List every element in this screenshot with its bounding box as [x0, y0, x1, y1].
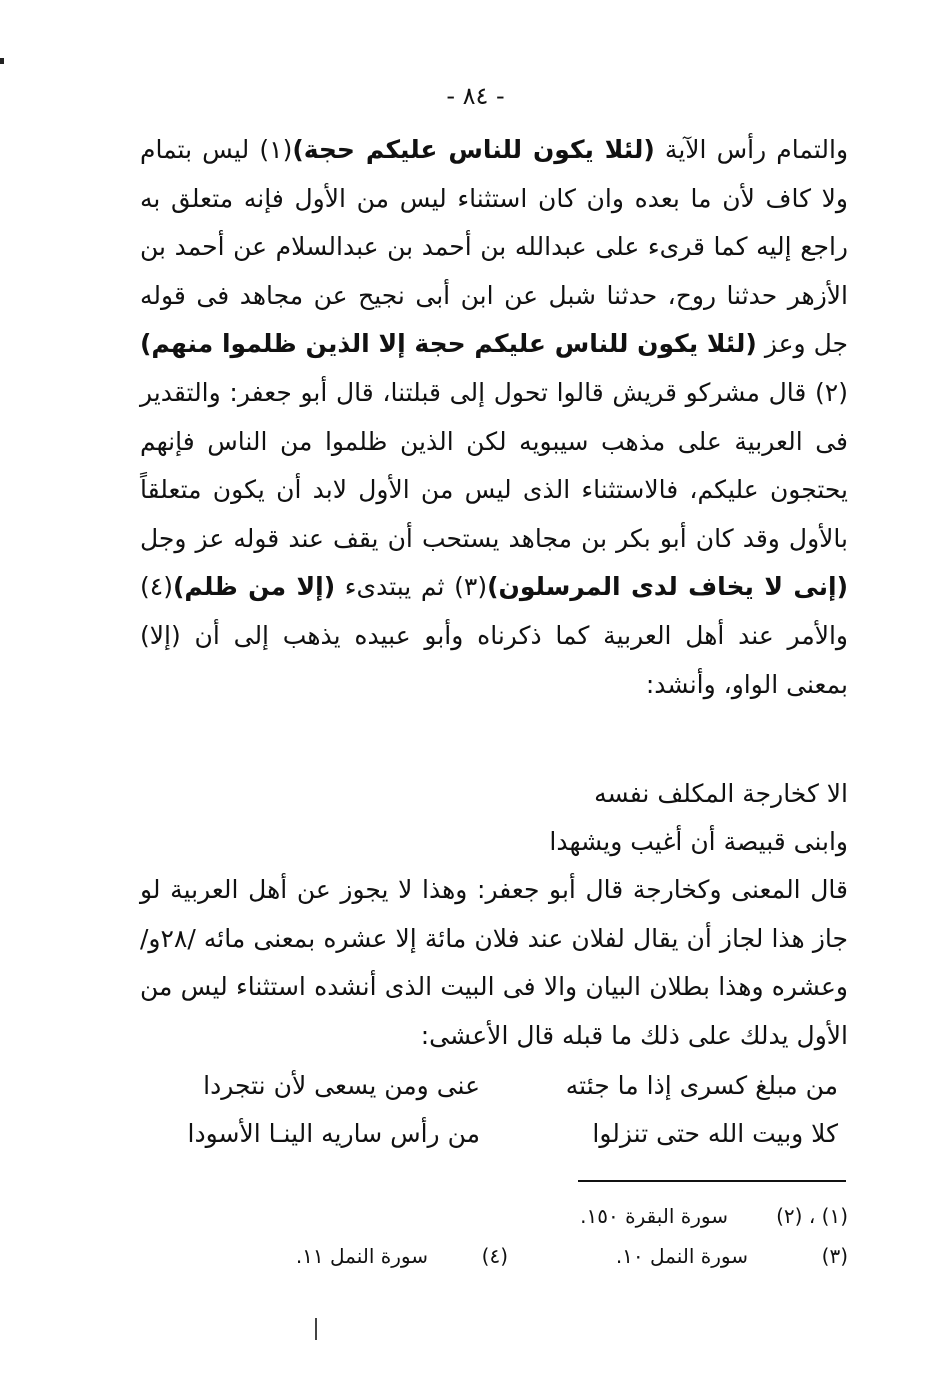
couplet — [140, 1110, 848, 1158]
poem-couplets — [140, 1062, 848, 1158]
couplet — [140, 1062, 848, 1110]
text-run: (٢) قال مشركو قريش قالوا تحول إلى قبلتنا، قال أبو جعفر: والتقدير فى العربية على مذهب سيبويه لكن الذين ظلموا من الناس فإنهم يحتجون عليكم، فالاستثناء الذى ليس من الأول لابد أن يكون متعلقاً بالأول وقد كان أبو بكر بن مجاهد يستحب أن يقف عند قوله عز وجل — [140, 377, 848, 553]
paragraph-1 — [140, 126, 848, 709]
page-number: - ٨٤ - — [446, 82, 505, 110]
quran-quote: (إلا من ظلم) — [172, 572, 336, 602]
footnote-line — [140, 1236, 848, 1276]
footnote-divider — [578, 1180, 846, 1182]
footnote-line — [140, 1196, 848, 1236]
footnote-ref: (٤) — [481, 1244, 508, 1268]
scan-mark — [0, 58, 4, 64]
quran-quote: (لئلا يكون للناس عليكم حجة إلا الذين ظلموا منهم) — [140, 329, 757, 359]
verse-line-2 — [140, 818, 951, 866]
footnote-text: سورة النمل ١٠. — [615, 1244, 748, 1268]
text-run: والتمام رأس الآية — [654, 135, 849, 164]
verse-text: وابنى قبيصة أن أغيب ويشهدا — [549, 827, 848, 856]
footnote-text: سورة البقرة ١٥٠. — [580, 1204, 728, 1228]
hemistich-left: من رأس ساريه الينـا الأسودا — [187, 1119, 480, 1148]
scan-mark — [315, 1318, 317, 1340]
text-run: (٣) ثم يبتدىء — [335, 572, 488, 602]
text-run: (٤) والأمر عند أهل العربية كما ذكرناه وأبو عبيده يذهب إلى أن (إلا) بمعنى الواو، وأنشد: — [140, 572, 848, 699]
hemistich-right: من مبلغ كسرى إذا ما جئته — [565, 1071, 838, 1100]
text-run: (١) ليس بتمام ولا كاف لأن ما بعده وان كان استثناء ليس من الأول فإنه متعلق به راجع إليه كما قرىء على عبدالله بن أحمد بن عبدالسلام عن أحمد بن الأزهر حدثنا روح، حدثنا شبل عن ابن أبى نجيح عن مجاهد فى قوله جل وعز — [140, 135, 848, 359]
footnote-text: سورة النمل ١١. — [295, 1244, 428, 1268]
hemistich-left: عنى ومن يسعى لأن نتجردا — [203, 1071, 480, 1100]
verse-line-1 — [140, 770, 908, 818]
quran-quote: (لئلا يكون للناس عليكم حجة) — [292, 135, 655, 164]
main-paragraph — [140, 126, 848, 709]
quran-quote: (إنى لا يخاف لدى المرسلون) — [487, 572, 848, 602]
verse-text: الا كخارجة المكلف نفسه — [594, 779, 848, 808]
footnote-ref: (٣) — [821, 1244, 848, 1268]
paragraph-2: قال المعنى وكخارجة قال أبو جعفر: وهذا لا يجوز عن أهل العربية لو جاز هذا لجاز أن يقال لفلان عند فلان مائة إلا عشره بمعنى مائه /٢٨و/ وعشره وهذا بطلان البيان والا فى البيت الذى أنشده استثناء ليس من الأول يدلك على ذلك ما قبله قال الأعشى: — [140, 875, 848, 1050]
footnote-ref: (١) ، (٢) — [776, 1204, 848, 1228]
footnotes — [140, 1196, 848, 1276]
hemistich-right: كلا وبيت الله حتى تنزلوا — [592, 1119, 838, 1148]
